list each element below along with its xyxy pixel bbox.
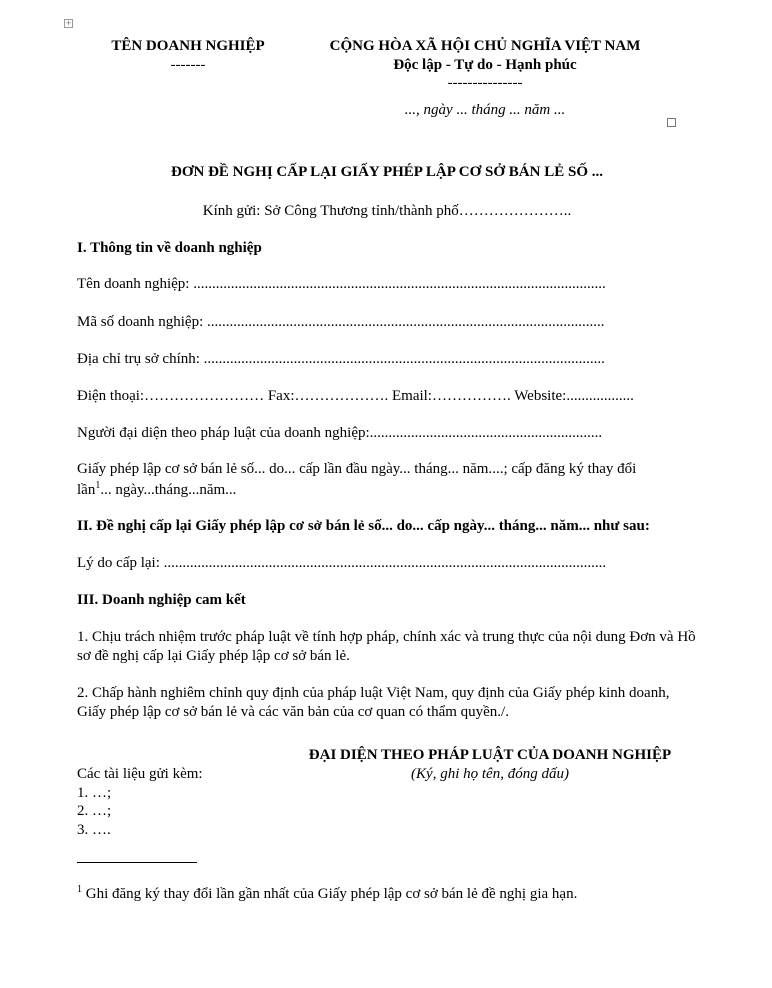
attachment-item: 3. …. xyxy=(77,822,111,838)
address-field: Địa chỉ trụ sở chính: ........................................................................................................... xyxy=(77,351,605,367)
section-2-heading: II. Đề nghị cấp lại Giấy phép lập cơ sở bán lẻ số... do... cấp ngày... tháng... năm... như sau: xyxy=(77,518,650,534)
representative-field: Người đại diện theo pháp luật của doanh nghiệp:.............................................................. xyxy=(77,425,603,441)
document-title: ĐƠN ĐỀ NGHỊ CẤP LẠI GIẤY PHÉP LẬP CƠ SỞ BÁN LẺ SỐ ... xyxy=(170,164,603,180)
footnote-reference: 1 xyxy=(95,480,101,491)
company-name: TÊN DOANH NGHIỆP xyxy=(111,38,265,54)
attachment-item: 2. …; xyxy=(77,803,112,819)
signature-note: (Ký, ghi họ tên, đóng dấu) xyxy=(411,766,569,782)
attachments-label: Các tài liệu gửi kèm: xyxy=(77,766,203,782)
reason-field: Lý do cấp lại: ...................................................................................................................... xyxy=(77,555,607,571)
table-move-handle-icon[interactable]: + xyxy=(65,19,72,27)
contact-field: Điện thoại:…………………… Fax:………………. Email:……………. Website:.................. xyxy=(77,388,634,404)
attachment-item: 1. …; xyxy=(77,785,112,801)
company-dashes: ------- xyxy=(170,57,206,73)
commitment-item-2: 2. Chấp hành nghiêm chỉnh quy định của pháp luật Việt Nam, quy định của Giấy phép kinh doanh, Giấy phép lập cơ sở bán lẻ và các văn bản của cơ quan có thẩm quyền./. xyxy=(77,685,670,720)
footnote-separator xyxy=(77,862,197,863)
license-field-line-1: Giấy phép lập cơ sở bán lẻ số... do... cấp lần đầu ngày... tháng... năm....; cấp đăng ký thay đổi xyxy=(77,461,637,477)
addressee: Kính gửi: Sở Công Thương tỉnh/thành phố………………….. xyxy=(202,203,572,219)
section-1-heading: I. Thông tin về doanh nghiệp xyxy=(77,240,262,256)
commitment-item-1: 1. Chịu trách nhiệm trước pháp luật về tính hợp pháp, chính xác và trung thực của nội dung Đơn và Hồ sơ đề nghị cấp lại Giấy phép lập cơ sở bán lẻ. xyxy=(77,629,696,664)
table-resize-handle-icon[interactable] xyxy=(667,118,676,127)
section-3-heading: III. Doanh nghiệp cam kết xyxy=(77,592,246,608)
company-name-field: Tên doanh nghiệp: .............................................................................................................. xyxy=(77,276,606,292)
national-title: CỘNG HÒA XÃ HỘI CHỦ NGHĨA VIỆT NAM xyxy=(329,38,641,54)
motto-rule: --------------- xyxy=(447,75,523,91)
national-motto: Độc lập - Tự do - Hạnh phúc xyxy=(393,57,577,73)
footnote: $^1$ Ghi đăng ký thay đổi lần gần nhất của Giấy phép lập cơ sở bán lẻ đề nghị gia hạn. xyxy=(77,884,578,902)
license-field-line-2: lần$^1$... ngày...tháng...năm... xyxy=(77,480,237,498)
signature-title: ĐẠI DIỆN THEO PHÁP LUẬT CỦA DOANH NGHIỆP xyxy=(308,747,672,763)
date-line: ..., ngày ... tháng ... năm ... xyxy=(404,102,566,118)
footnote-mark: 1 xyxy=(77,884,82,895)
tax-code-field: Mã số doanh nghiệp: .......................................................................................................... xyxy=(77,314,605,330)
